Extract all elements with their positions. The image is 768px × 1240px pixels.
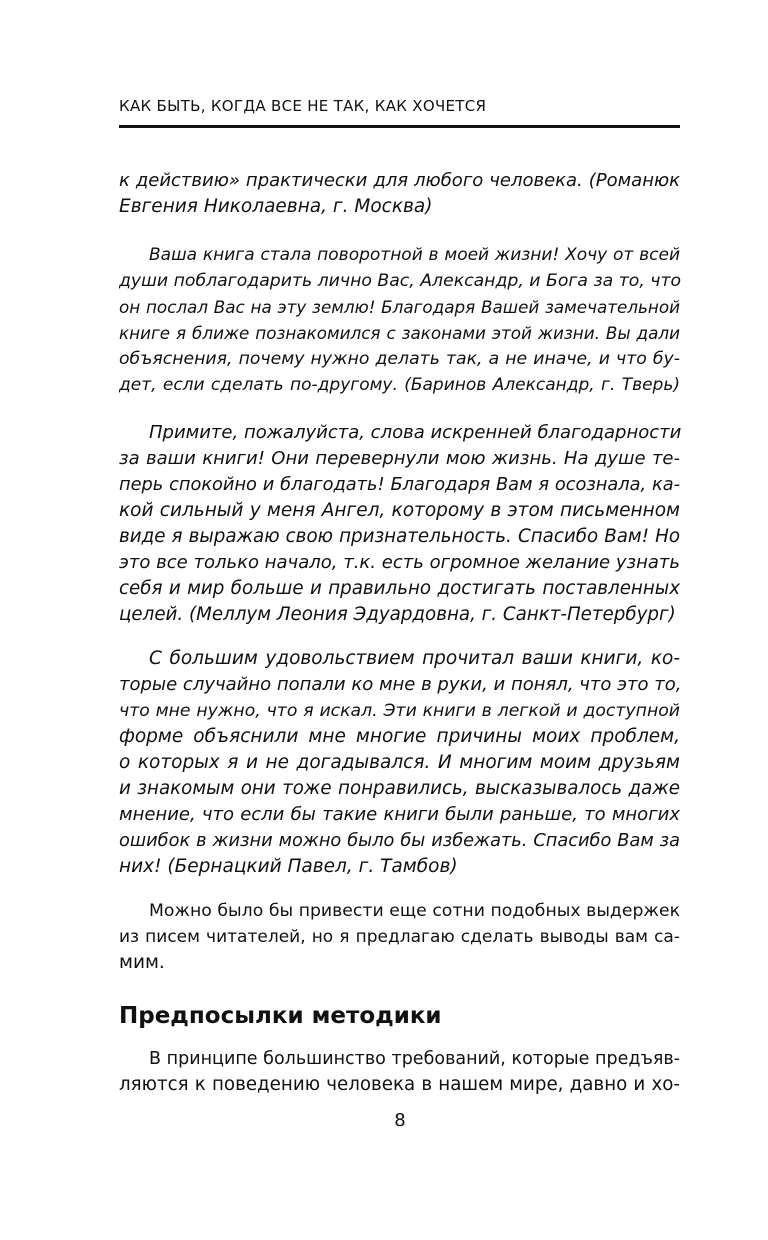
text-line: и знакомым они тоже понравились, высказывалось даже	[119, 778, 680, 799]
header-rule	[119, 125, 680, 128]
page-number: 8	[394, 1110, 406, 1131]
text-line: виде я выражаю свою признательность. Спасибо Вам! Но	[119, 526, 680, 547]
text-line: души поблагодарить лично Вас, Александр, и Бога за то, что	[119, 271, 682, 291]
text-line: за ваши книги! Они перевернули мою жизнь. На душе те-	[119, 448, 680, 469]
text-line: он послал Вас на эту землю! Благодаря Вашей замечательной	[119, 297, 680, 317]
text-line: В принципе большинство требований, которые предъяв-	[149, 1049, 680, 1069]
text-line: перь спокойно и благодать! Благодаря Вам я осознала, ка-	[119, 475, 680, 495]
text-line: ошибок в жизни можно было бы избежать. Спасибо Вам за	[119, 831, 680, 851]
text-line: них! (Бернацкий Павел, г. Тамбов)	[119, 856, 458, 877]
text-line: форме объяснили мне многие причины моих проблем,	[119, 726, 680, 747]
text-line: из писем читателей, но я предлагаю сделать выводы вам са-	[119, 927, 680, 947]
text-line: мнение, что если бы такие книги были раньше, то многих	[119, 804, 680, 825]
text-line: ляются к поведению человека в нашем мире, давно и хо-	[119, 1074, 680, 1095]
text-line: к действию» практически для любого человека. (Романюк	[119, 170, 680, 191]
section-heading: Предпосылки методики	[119, 1003, 442, 1029]
text-line: о которых я и не догадывался. И многим моим друзьям	[119, 752, 680, 773]
text-line: это все только начало, т.к. есть огромное желание узнать	[119, 552, 680, 573]
text-line: Можно было бы привести еще сотни подобных выдержек	[149, 901, 680, 921]
text-line: С большим удовольствием прочитал ваши книги, ко-	[149, 648, 680, 669]
text-line: Ваша книга стала поворотной в моей жизни! Хочу от всей	[149, 245, 680, 265]
text-line: торые случайно попали ко мне в руки, и понял, что это то,	[119, 674, 682, 695]
running-head: КАК БЫТЬ, КОГДА ВСЕ НЕ ТАК, КАК ХОЧЕТСЯ	[119, 97, 487, 115]
text-line: дет, если сделать по-другому. (Баринов Александр, г. Тверь)	[119, 375, 680, 395]
text-line: себя и мир больше и правильно достигать поставленных	[119, 578, 680, 599]
text-line: книге я ближе познакомился с законами этой жизни. Вы дали	[119, 323, 680, 343]
text-line: кой сильный у меня Ангел, которому в этом письменном	[119, 500, 680, 521]
text-line: объяснения, почему нужно делать так, а не иначе, и что бу-	[119, 349, 680, 369]
text-line: Евгения Николаевна, г. Москва)	[119, 196, 433, 217]
text-line: Примите, пожалуйста, слова искренней благодарности	[149, 422, 682, 443]
text-line: целей. (Меллум Леония Эдуардовна, г. Санкт-Петербург)	[119, 604, 676, 625]
text-line: мим.	[119, 952, 165, 973]
text-line: что мне нужно, что я искал. Эти книги в легкой и доступной	[119, 701, 680, 721]
